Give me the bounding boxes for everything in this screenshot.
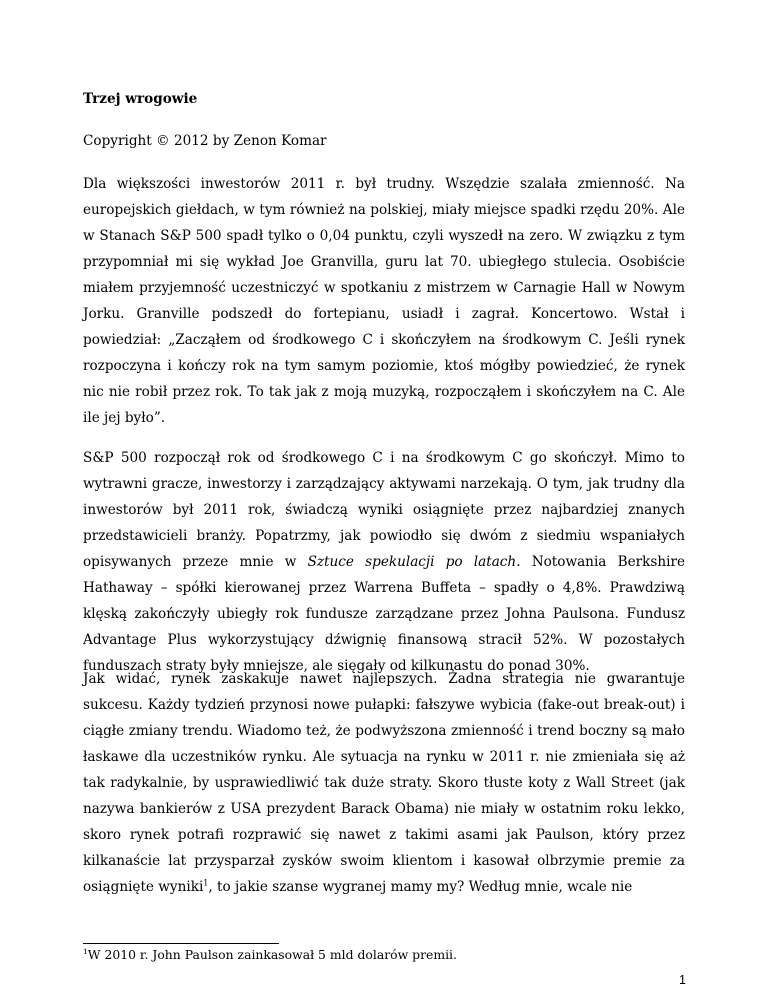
paragraph-2	[83, 445, 685, 679]
paragraph-1: Dla większości inwestorów 2011 r. był trudny. Wszędzie szalała zmienność. Na europejskich giełdach, w tym również na polskiej, miały miejsce spadki rzędu 20%. Ale w Stanach S&P 500 spadł tylko o 0,04 punktu, czyli wyszedł na zero. W związku z tym przypomniał mi się wykład Joe Granvilla, guru lat 70. ubiegłego stulecia. Osobiście miałem przyjemność uczestniczyć w spotkaniu z mistrzem w Carnagie Hall w Nowym Jorku. Granville podszedł do fortepianu, usiadł i zagrał. Koncertowo. Wstał i powiedział: „Zacząłem od środkowego C i skończyłem na środkowym C. Jeśli rynek rozpoczyna i kończy rok na tym samym poziomie, ktoś mógłby powiedzieć, że rynek nic nie robił przez rok. To tak jak z moją muzyką, rozpocząłem i skończyłem na C. Ale ile jej było”.	[83, 176, 685, 426]
paragraph-2-text-end: . Notowania Berkshire Hathaway – spółki kierowanej przez Warrena Buffeta – spadły o 4,8%. Prawdziwą klęską zakończyły ubiegły rok fundusze zarządzane przez Johna Paulsona. Fundusz Advantage Plus wykorzystujący dźwignię finansową stracił 52%. W pozostałych funduszach straty były mniejsze, ale sięgały od kilkunastu do ponad 30%.	[83, 554, 685, 674]
paragraph-3	[83, 666, 685, 900]
paragraph-3-text-end: , to jakie szanse wygranej mamy my? Według mnie, wcale nie	[208, 879, 633, 895]
page-number: 1	[679, 973, 686, 987]
footnote	[83, 944, 457, 966]
book-title-italic: Sztuce spekulacji po latach	[307, 554, 517, 570]
copyright-line: Copyright © 2012 by Zenon Komar	[83, 133, 327, 149]
paragraph-3-text-start: Jak widać, rynek zaskakuje nawet najlepszych. Żadna strategia nie gwarantuje sukcesu. Każdy tydzień przynosi nowe pułapki: fałszywe wybicia (fake-out break-out) i ciągłe zmiany trendu. Wiadomo też, że podwyższona zmienność i trend boczny są mało łaskawe dla uczestników rynku. Ale sytuacja na rynku w 2011 r. nie zmieniała się aż tak radykalnie, by usprawiedliwić tak duże straty. Skoro tłuste koty z Wall Street (jak nazywa bankierów z USA prezydent Barack Obama) nie miały w ostatnim roku lekko, skoro rynek potrafi rozprawić się nawet z takimi asami jak Paulson, który przez kilkanaście lat przysparzał zysków swoim klientom i kasował olbrzymie premie za osiągnięte wyniki	[83, 671, 685, 895]
footnote-text: W 2010 r. John Paulson zainkasował 5 mld dolarów premii.	[87, 947, 457, 962]
document-title: Trzej wrogowie	[83, 91, 198, 107]
footnote-marker: 1	[83, 946, 88, 956]
footnote-reference[interactable]: 1	[203, 878, 209, 888]
paragraph-2-text-start: S&P 500 rozpoczął rok od środkowego C i na środkowym C go skończył. Mimo to wytrawni gracze, inwestorzy i zarządzający aktywami narzekają. O tym, jak trudny dla inwestorów był 2011 rok, świadczą wyniki osiągnięte przez najbardziej znanych przedstawicieli branży. Popatrzmy, jak powiodło się dwóm z siedmiu wspaniałych opisywanych przeze mnie w	[83, 450, 685, 570]
